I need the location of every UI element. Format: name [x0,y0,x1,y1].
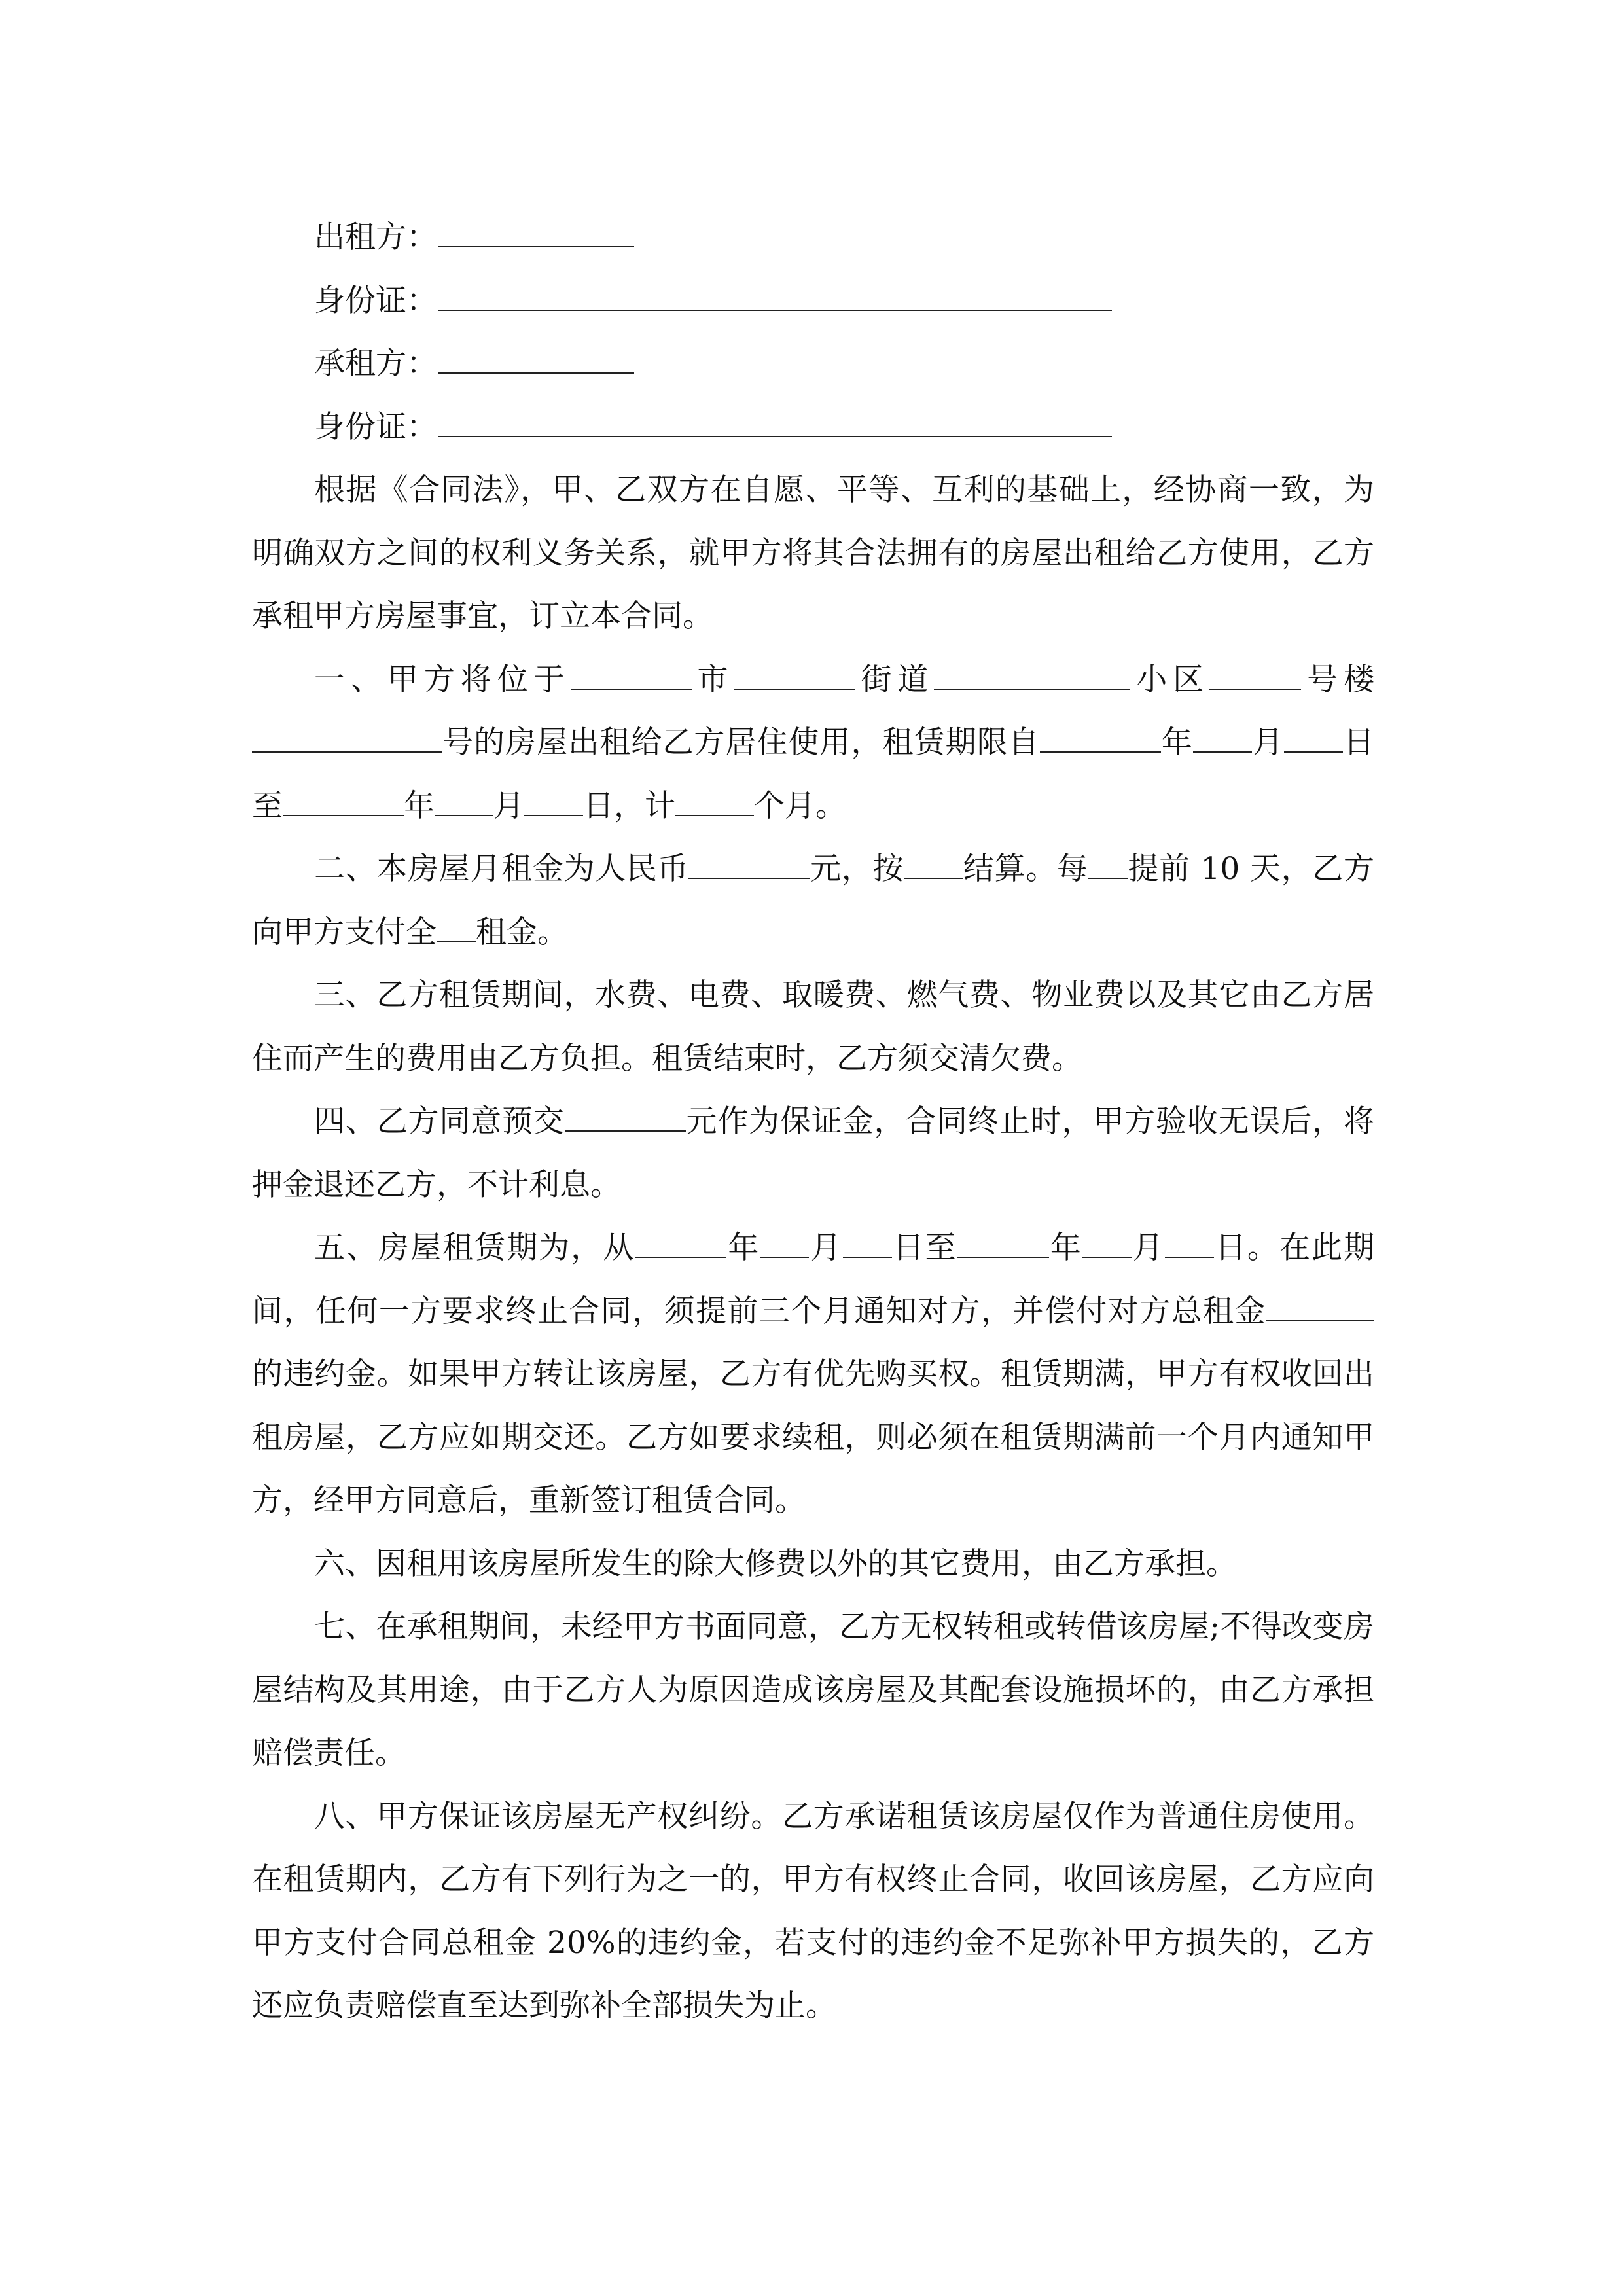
settlement-period-blank [904,852,963,879]
clause-8: 八、甲方保证该房屋无产权纠纷。乙方承诺租赁该房屋仅作为普通住房使用。在租赁期内，乙方有下列行为之一的，甲方有权终止合同，收回该房屋，乙方应向甲方支付合同总租金 20%的违约金，若支付的违约金不足弥补甲方损失的，乙方还应负责赔偿直至达到弥补全部损失为止。 [252,1798,1374,2024]
payment-scope-blank [437,915,476,942]
clause-2-text: 结算。每 [963,851,1088,887]
clause-1-text: 个月。 [754,787,846,824]
street-blank [734,662,855,690]
intro-paragraph: 根据《合同法》，甲、乙双方在自愿、平等、互利的基础上，经协商一致，为明确双方之间的权利义务关系，就甲方将其合法拥有的房屋出租给乙方使用，乙方承租甲方房屋事宜，订立本合同。 [252,472,1374,634]
clause-1-text: 街道 [855,661,935,698]
community-blank [934,662,1130,690]
lease-end-day-blank [1165,1230,1214,1258]
lease-start-day-blank [843,1230,892,1258]
clause-1-text: 年 [404,787,435,824]
end-month-blank [435,789,493,816]
lessor-line [252,206,1374,270]
start-year-blank [1040,725,1161,753]
clause-1-text: 一、甲方将位于 [314,661,571,698]
clause-5-text: 日至 [891,1230,957,1266]
clause-5-text: 日。在此期间，任何一方要求终止合同，须提前三个月通知对方，并偿付对方总租金 [252,1230,1375,1329]
lessee-id-blank [438,410,1112,437]
rent-amount-blank [688,852,810,879]
lease-end-month-blank [1082,1230,1132,1258]
clause-5-text: 月 [1131,1230,1165,1266]
clause-2-text: 元，按 [810,851,904,887]
clause-2-text: 提前 10 天，乙方向甲方支付全 [252,851,1375,950]
clause-1-text: 市 [691,661,734,698]
clause-2-text: 租金。 [476,914,568,950]
clause-5-text: 五、房屋租赁期为，从 [314,1230,635,1266]
clause-5-text: 月 [809,1230,843,1266]
penalty-blank [1266,1294,1374,1321]
clause-2-text: 二、本房屋月租金为人民币 [314,851,689,887]
end-year-blank [283,789,404,816]
clause-2 [252,838,1374,964]
clause-4 [252,1090,1374,1217]
lessor-id-line [252,270,1374,333]
contract-body [252,206,1374,2038]
clause-1-text: 号楼 [1301,661,1375,698]
lessor-label: 出租方： [314,219,437,255]
unit-blank [252,725,442,753]
clause-1-text: 日，计 [583,787,675,824]
clause-5 [252,1217,1374,1533]
start-month-blank [1193,725,1252,753]
lessor-blank [438,220,634,247]
clause-1-text: 月 [493,787,524,824]
clause-1-text: 号的房屋出租给乙方居住使用，租赁期限自 [442,725,1040,761]
lease-start-year-blank [635,1230,726,1258]
building-blank [1209,662,1301,690]
payment-period-blank [1088,852,1128,879]
end-day-blank [524,789,583,816]
lessee-id-label: 身份证： [314,408,437,445]
lessee-blank [438,346,634,374]
clause-3: 三、乙方租赁期间，水费、电费、取暖费、燃气费、物业费以及其它由乙方居住而产生的费用由乙方负担。租赁结束时，乙方须交清欠费。 [252,977,1374,1077]
lessee-line [252,332,1374,396]
clause-4-text: 四、乙方同意预交 [314,1103,565,1139]
lease-end-year-blank [957,1230,1049,1258]
clause-1-text: 日至 [252,725,1375,824]
months-blank [675,789,754,816]
clause-7: 七、在承租期间，未经甲方书面同意，乙方无权转租或转借该房屋;不得改变房屋结构及其用途，由于乙方人为原因造成该房屋及其配套设施损坏的，由乙方承担赔偿责任。 [252,1609,1374,1771]
lessor-id-label: 身份证： [314,282,437,319]
lease-start-month-blank [760,1230,809,1258]
clause-6: 六、因租用该房屋所发生的除大修费以外的其它费用，由乙方承担。 [314,1545,1237,1582]
lessee-label: 承租方： [314,346,437,382]
clause-5-text: 年 [1048,1230,1082,1266]
clause-4-text: 元作为保证金，合同终止时，甲方验收无误后，将押金退还乙方，不计利息。 [252,1103,1375,1203]
lessee-id-line [252,396,1374,459]
city-blank [571,662,692,690]
clause-5-text: 年 [726,1230,760,1266]
clause-1 [252,649,1374,838]
clause-1-text: 小区 [1130,661,1210,698]
clause-5-text: 的违约金。如果甲方转让该房屋，乙方有优先购买权。租赁期满，甲方有权收回出租房屋，乙方应如期交还。乙方如要求续租，则必须在租赁期满前一个月内通知甲方，经甲方同意后，重新签订租赁合同。 [252,1356,1374,1518]
lessor-id-blank [438,283,1112,311]
start-day-blank [1284,725,1343,753]
deposit-blank [565,1104,686,1132]
clause-1-text: 年 [1160,725,1193,761]
clause-1-text: 月 [1251,725,1284,761]
